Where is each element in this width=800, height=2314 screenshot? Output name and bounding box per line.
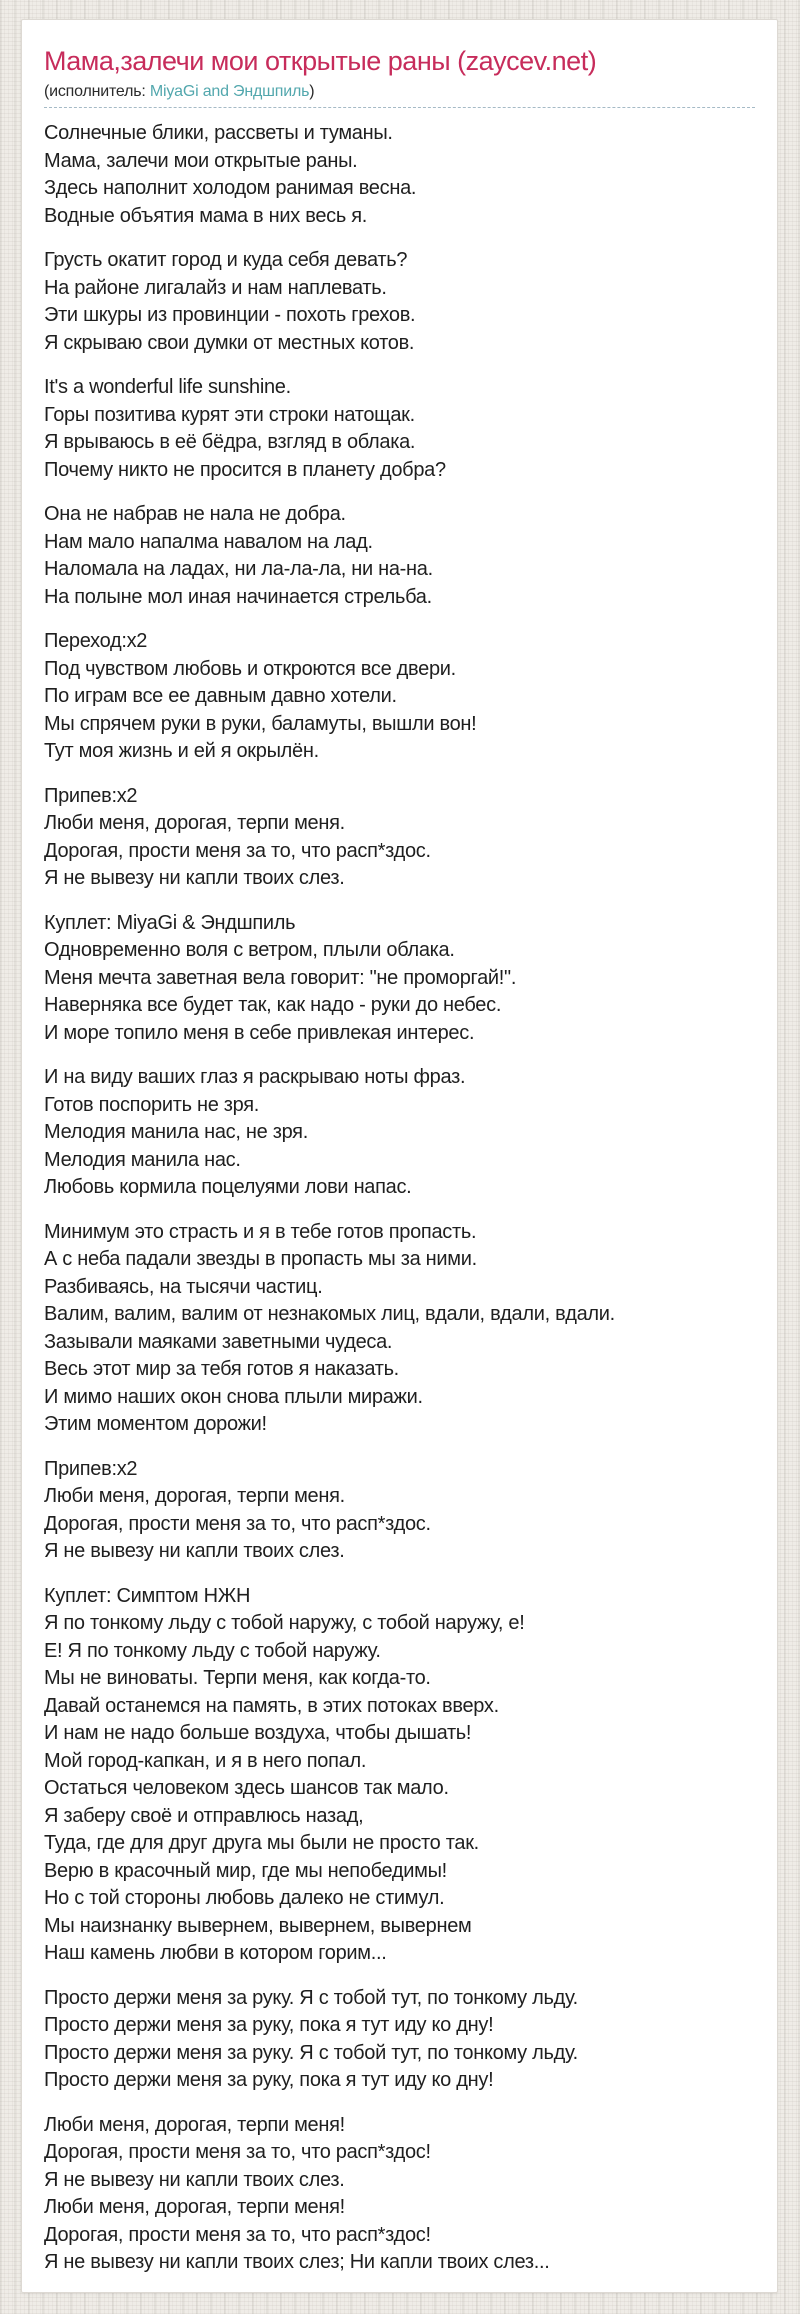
- lyric-line: Просто держи меня за руку, пока я тут иду ко дну!: [44, 2014, 494, 2037]
- lyric-line: Мы наизнанку вывернем, вывернем, вывернем: [44, 1914, 472, 1937]
- artist-link[interactable]: MiyaGi and Эндшпиль: [149, 83, 310, 101]
- lyric-line: Верю в красочный мир, где мы непобедимы!: [44, 1859, 447, 1882]
- stanza: [44, 247, 755, 357]
- lyric-line: Наш камень любви в котором горим...: [44, 1942, 387, 1965]
- artist-label-close: ): [309, 83, 315, 101]
- stanza: [44, 1456, 755, 1566]
- lyric-line: Припев:x2: [44, 784, 138, 807]
- stanza: [44, 501, 755, 611]
- lyric-line: Я врываюсь в её бёдра, взгляд в облака.: [44, 431, 416, 454]
- lyric-line: Зазывали маяками заветными чудеса.: [44, 1330, 393, 1353]
- lyric-line: И мимо наших окон снова плыли миражи.: [44, 1385, 423, 1408]
- lyric-line: Здесь наполнит холодом ранимая весна.: [44, 177, 417, 200]
- stanza: [44, 1583, 755, 1968]
- stanza: [44, 628, 755, 766]
- lyric-line: Дорогая, прости меня за то, что расп*здос!: [44, 2223, 431, 2246]
- lyric-line: Одновременно воля с ветром, плыли облака.: [44, 939, 455, 962]
- lyric-line: И море топило меня в себе привлекая интерес.: [44, 1021, 475, 1044]
- lyric-line: Этим моментом дорожи!: [44, 1413, 267, 1436]
- lyric-line: Дорогая, прости меня за то, что расп*здос.: [44, 839, 431, 862]
- lyric-line: Просто держи меня за руку. Я с тобой тут, по тонкому льду.: [44, 2041, 578, 2064]
- lyric-line: Наломала на ладах, ни ла-ла-ла, ни на-на.: [44, 558, 433, 581]
- lyric-line: Готов поспорить не зря.: [44, 1093, 260, 1116]
- lyric-line: Горы позитива курят эти строки натощак.: [44, 403, 415, 426]
- lyric-line: Валим, валим, валим от незнакомых лиц, вдали, вдали, вдали.: [44, 1303, 615, 1326]
- lyric-line: Я не вывезу ни капли твоих слез.: [44, 867, 345, 890]
- lyric-line: И на виду ваших глаз я раскрываю ноты фраз.: [44, 1066, 466, 1089]
- lyric-line: Туда, где для друг друга мы были не просто так.: [44, 1832, 479, 1855]
- lyric-line: Давай останемся на память, в этих потоках вверх.: [44, 1694, 499, 1717]
- lyric-line: Под чувством любовь и откроются все двери.: [44, 657, 456, 680]
- lyric-line: Я не вывезу ни капли твоих слез.: [44, 1540, 345, 1563]
- lyrics-card: [21, 19, 778, 2293]
- lyric-line: Мой город-капкан, и я в него попал.: [44, 1749, 367, 1772]
- lyric-line: Минимум это страсть и я в тебе готов пропасть.: [44, 1220, 477, 1243]
- lyric-line: Мы спрячем руки в руки, баламуты, вышли вон!: [44, 712, 477, 735]
- lyric-line: Грусть окатит город и куда себя девать?: [44, 249, 408, 272]
- stanza: [44, 783, 755, 893]
- artist-line: [44, 82, 755, 101]
- lyric-line: It's a wonderful life sunshine.: [44, 376, 291, 399]
- lyric-line: Остаться человеком здесь шансов так мало.: [44, 1777, 449, 1800]
- lyric-line: Мелодия манила нас.: [44, 1148, 241, 1171]
- lyric-line: На районе лигалайз и нам наплевать.: [44, 276, 387, 299]
- lyric-line: Е! Я по тонкому льду с тобой наружу.: [44, 1639, 381, 1662]
- lyric-line: Я по тонкому льду с тобой наружу, с тобой наружу, е!: [44, 1612, 525, 1635]
- lyric-line: А с неба падали звезды в пропасть мы за ними.: [44, 1248, 477, 1271]
- stanza: [44, 1064, 755, 1202]
- lyric-line: Тут моя жизнь и ей я окрылён.: [44, 740, 319, 763]
- stanza: [44, 2112, 755, 2277]
- stanza: [44, 374, 755, 484]
- lyric-line: Дорогая, прости меня за то, что расп*здос.: [44, 1512, 431, 1535]
- lyric-line: Разбиваясь, на тысячи частиц.: [44, 1275, 323, 1298]
- lyric-line: Любовь кормила поцелуями лови напас.: [44, 1176, 412, 1199]
- stanza: [44, 910, 755, 1048]
- lyric-line: Я заберу своё и отправлюсь назад,: [44, 1804, 364, 1827]
- lyric-line: Куплет: Симптом НЖН: [44, 1584, 251, 1607]
- lyric-line: Водные объятия мама в них весь я.: [44, 204, 368, 227]
- lyric-line: Просто держи меня за руку, пока я тут иду ко дну!: [44, 2069, 494, 2092]
- lyric-line: Солнечные блики, рассветы и туманы.: [44, 122, 393, 145]
- lyric-line: Я не вывезу ни капли твоих слез.: [44, 2168, 345, 2191]
- lyric-line: Эти шкуры из провинции - похоть грехов.: [44, 304, 416, 327]
- dotted-separator: [44, 107, 755, 108]
- lyric-line: Просто держи меня за руку. Я с тобой тут, по тонкому льду.: [44, 1986, 578, 2009]
- stanza: [44, 1985, 755, 2095]
- lyric-line: Люби меня, дорогая, терпи меня.: [44, 812, 345, 835]
- lyric-line: Куплет: MiyaGi & Эндшпиль: [44, 911, 296, 934]
- lyric-line: Она не набрав не нала не добра.: [44, 503, 346, 526]
- lyric-line: Люби меня, дорогая, терпи меня!: [44, 2113, 345, 2136]
- lyric-line: Наверняка все будет так, как надо - руки до небес.: [44, 994, 502, 1017]
- lyric-line: На полыне мол иная начинается стрельба.: [44, 585, 432, 608]
- lyric-line: Меня мечта заветная вела говорит: "не проморгай!".: [44, 966, 517, 989]
- stanza: [44, 120, 755, 230]
- lyric-line: Люби меня, дорогая, терпи меня!: [44, 2196, 345, 2219]
- lyric-line: По играм все ее давным давно хотели.: [44, 685, 397, 708]
- lyrics: [44, 120, 755, 2277]
- lyric-line: Мы не виноваты. Терпи меня, как когда-то.: [44, 1667, 431, 1690]
- lyric-line: Припев:x2: [44, 1457, 138, 1480]
- artist-label: (исполнитель:: [44, 83, 150, 101]
- lyric-line: Переход:x2: [44, 630, 148, 653]
- lyric-line: Почему никто не просится в планету добра?: [44, 458, 446, 481]
- lyric-line: Весь этот мир за тебя готов я наказать.: [44, 1358, 399, 1381]
- page-title: Мама,залечи мои открытые раны (zaycev.net): [44, 46, 597, 76]
- lyric-line: Мелодия манила нас, не зря.: [44, 1121, 308, 1144]
- lyric-line: Мама, залечи мои открытые раны.: [44, 149, 358, 172]
- lyric-line: Я не вывезу ни капли твоих слез; Ни капли твоих слез...: [44, 2251, 550, 2274]
- lyric-line: И нам не надо больше воздуха, чтобы дышать!: [44, 1722, 472, 1745]
- lyric-line: Я скрываю свои думки от местных котов.: [44, 331, 415, 354]
- stanza: [44, 1219, 755, 1439]
- lyric-line: Но с той стороны любовь далеко не стимул.: [44, 1887, 445, 1910]
- lyric-line: Дорогая, прости меня за то, что расп*здос!: [44, 2141, 431, 2164]
- lyric-line: Люби меня, дорогая, терпи меня.: [44, 1485, 345, 1508]
- lyric-line: Нам мало напалма навалом на лад.: [44, 530, 373, 553]
